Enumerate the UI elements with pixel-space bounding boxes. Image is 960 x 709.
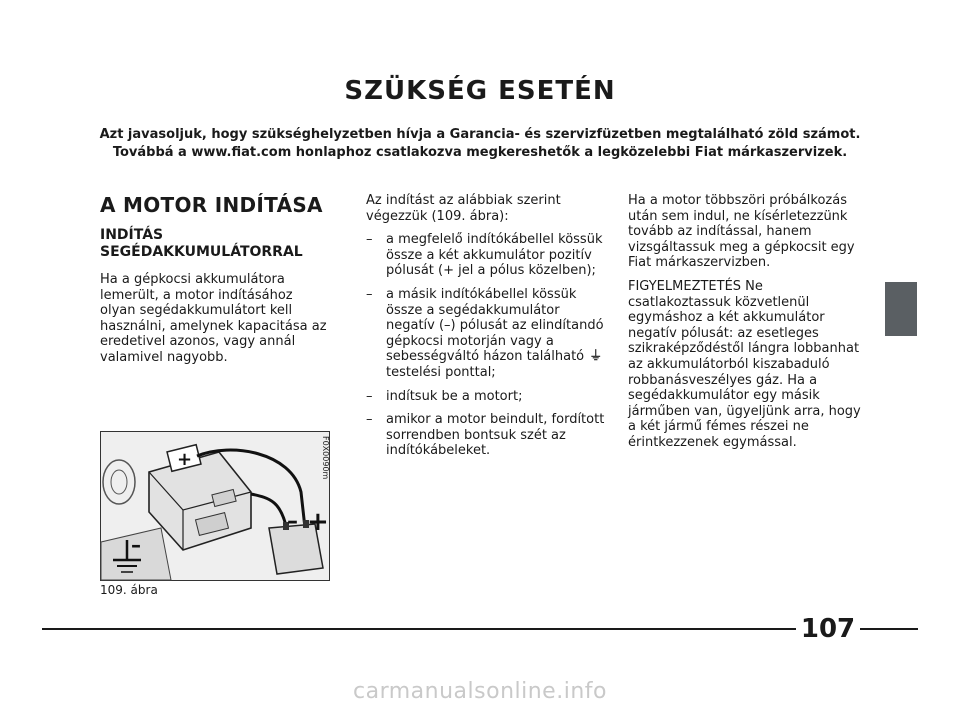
step-text: indítsuk be a motort; [386,388,523,404]
figure-code: F0X0090m [321,436,330,480]
page-title: SZÜKSÉG ESETÉN [344,76,616,106]
ground-symbol-inline-icon: ⏚ [589,349,603,365]
step-dash: – [366,388,373,404]
step-dash: – [366,412,373,428]
steps-list [366,232,606,459]
intro-text [60,126,900,162]
middle-intro: Az indítást az alábbiak szerint végezzük (109. ábra): [366,193,561,224]
step-item [366,389,606,405]
step-dash: – [366,232,373,248]
step-item [366,412,606,459]
step-item [366,287,606,381]
intro-line-1: Azt javasoljuk, hogy szükséghelyzetben hívja a Garancia- és szervizfüzetben megtalálható zöld számot. [99,127,861,142]
step-item [366,232,606,279]
step-text-tail: testelési ponttal; [386,364,496,380]
jump-start-figure [100,431,330,581]
left-body-text: Ha a gépkocsi akkumulátora lemerült, a motor indításához olyan segédakkumulátort kell használni, amelynek kapacitása az eredetivel azonos, vagy annál valamivel nagyobb. [100,272,327,365]
figure-caption: 109. ábra [100,583,158,597]
sub-heading: INDÍTÁS SEGÉDAKKUMULÁTORRAL [100,227,303,260]
main-battery-plus-label: + [177,449,193,470]
intro-line-2: Továbbá a www.fiat.com honlaphoz csatlakozva megkereshetők a legközelebbi Fiat márkaszervizek. [112,145,848,160]
jump-start-illustration [101,432,329,580]
page-number: 107 [800,614,856,644]
right-paragraph-1: Ha a motor többszöri próbálkozás után sem indul, ne kísérletezzünk tovább az indítással, hanem vizsgáltassuk meg a gépkocsit egy Fiat márkaszervizben. [628,193,855,271]
warning-paragraph: FIGYELMEZTETÉS Ne csatlakoztassuk közvetlenül egymáshoz a két akkumulátor negatív pólusát: az esetleges szikraképződéstől lángra lobbanhat az akkumulátorból kiszabaduló robbanásveszélyes gáz. Ha a segédakkumulátor egy másik járműben van, ügyeljünk arra, hogy a két jármű fémes részei ne érintkezzenek egymással. [628,278,861,450]
booster-minus-label: – [287,509,298,534]
ground-minus-label: – [131,533,141,557]
step-text: amikor a motor beindult, fordított sorrendben bontsuk szét az indítókábeleket. [386,412,605,459]
footer-rule [42,628,918,630]
step-text: a másik indítókábellel kössük össze a segédakkumulátor negatív (–) pólusát az elindítandó gépkocsi motorján vagy a sebességváltó házon található [386,286,604,365]
booster-plus-label: + [307,507,329,537]
right-column [628,193,868,459]
section-tab-marker [885,282,917,336]
step-text: a megfelelő indítókábellel kössük össze a két akkumulátor pozitív pólusát (+ jel a pólus közelben); [386,232,603,279]
page-number-box [796,614,860,644]
section-heading: A MOTOR INDÍTÁSA [100,193,323,217]
step-dash: – [366,286,373,302]
middle-column [366,193,606,467]
watermark: carmanualsonline.info [353,679,607,704]
